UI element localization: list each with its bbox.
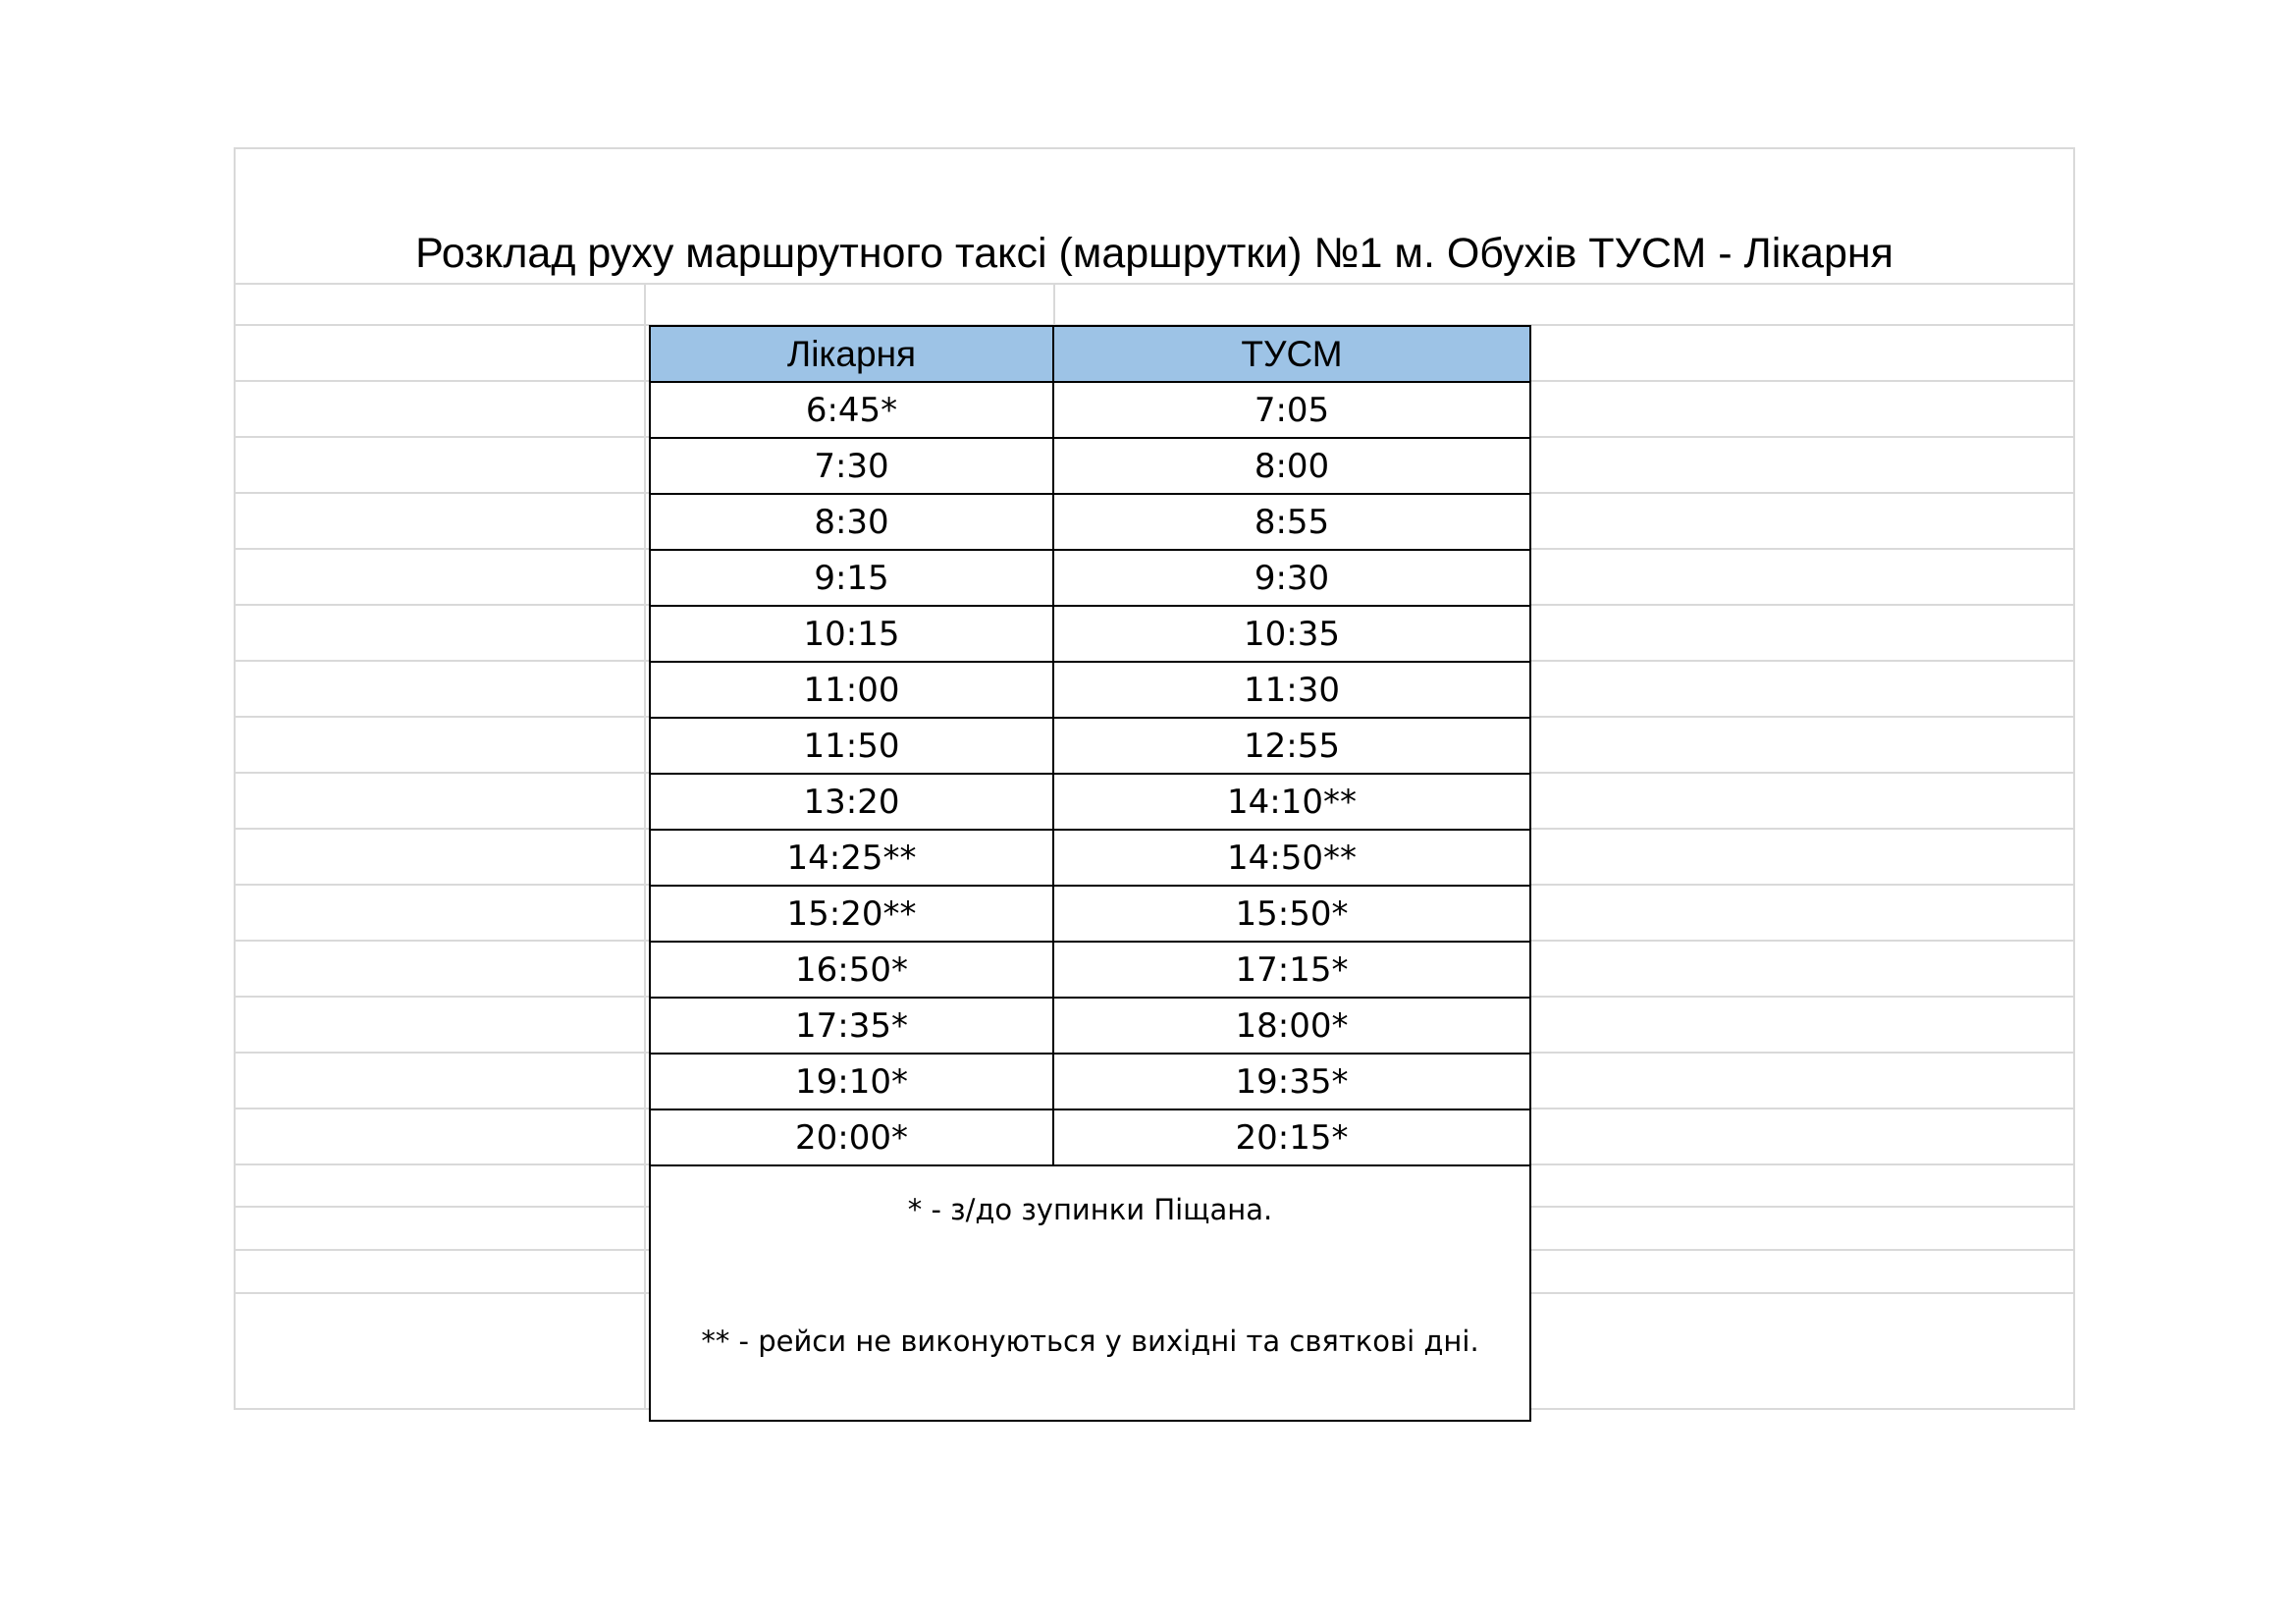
- departure-likarnia: 8:30: [651, 495, 1054, 549]
- departure-tusm: 7:05: [1254, 390, 1330, 430]
- table-row: [651, 1055, 1529, 1110]
- departure-tusm: 9:30: [1254, 558, 1330, 598]
- footnotes: [651, 1166, 1529, 1420]
- departure-tusm: 11:30: [1244, 670, 1340, 710]
- departure-likarnia: 13:20: [651, 775, 1054, 829]
- footnote-stop-pishchana: * - з/до зупинки Піщана.: [907, 1193, 1273, 1226]
- departure-tusm: 15:50*: [1235, 893, 1349, 934]
- page-title: Розклад руху маршрутного таксі (маршрутки) №1 м. Обухів ТУСМ - Лікарня: [415, 230, 1894, 277]
- departure-likarnia: 6:45*: [651, 383, 1054, 437]
- departure-tusm: 8:00: [1254, 446, 1330, 486]
- departure-likarnia: 19:10*: [651, 1055, 1054, 1109]
- table-row: [651, 775, 1529, 831]
- table-row: [651, 383, 1529, 439]
- table-row: [651, 999, 1529, 1055]
- table-row: [651, 551, 1529, 607]
- sheet-gridline: [1053, 283, 1055, 326]
- departure-likarnia: 11:00: [651, 663, 1054, 717]
- departure-likarnia: 15:20**: [651, 887, 1054, 941]
- table-row: [651, 719, 1529, 775]
- departure-tusm: 14:50**: [1227, 838, 1357, 878]
- departure-likarnia: 7:30: [651, 439, 1054, 493]
- departure-likarnia: 17:35*: [651, 999, 1054, 1053]
- table-row: [651, 887, 1529, 943]
- table-header-row: [651, 327, 1529, 383]
- departure-likarnia: 14:25**: [651, 831, 1054, 885]
- departure-likarnia: 9:15: [651, 551, 1054, 605]
- departure-tusm: 10:35: [1244, 614, 1340, 654]
- departure-likarnia: 16:50*: [651, 943, 1054, 997]
- departure-tusm: 12:55: [1244, 726, 1340, 766]
- departure-likarnia: 20:00*: [651, 1110, 1054, 1164]
- table-row: [651, 439, 1529, 495]
- table-row: [651, 1110, 1529, 1166]
- column-header-tusm: ТУСМ: [1241, 333, 1343, 374]
- departure-likarnia: 11:50: [651, 719, 1054, 773]
- departure-tusm: 20:15*: [1235, 1117, 1349, 1158]
- column-header-likarnia: Лікарня: [651, 327, 1054, 381]
- departure-tusm: 8:55: [1254, 502, 1330, 542]
- table-row: [651, 663, 1529, 719]
- departure-tusm: 17:15*: [1235, 949, 1349, 990]
- table-row: [651, 943, 1529, 999]
- departure-tusm: 14:10**: [1227, 782, 1357, 822]
- table-row: [651, 495, 1529, 551]
- departure-tusm: 19:35*: [1235, 1061, 1349, 1102]
- table-row: [651, 607, 1529, 663]
- sheet-gridline: [644, 283, 646, 1410]
- schedule-table: [649, 325, 1531, 1422]
- departure-likarnia: 10:15: [651, 607, 1054, 661]
- table-row: [651, 831, 1529, 887]
- departure-tusm: 18:00*: [1235, 1005, 1349, 1046]
- footnote-weekends: ** - рейси не виконуються у вихідні та святкові дні.: [701, 1325, 1479, 1358]
